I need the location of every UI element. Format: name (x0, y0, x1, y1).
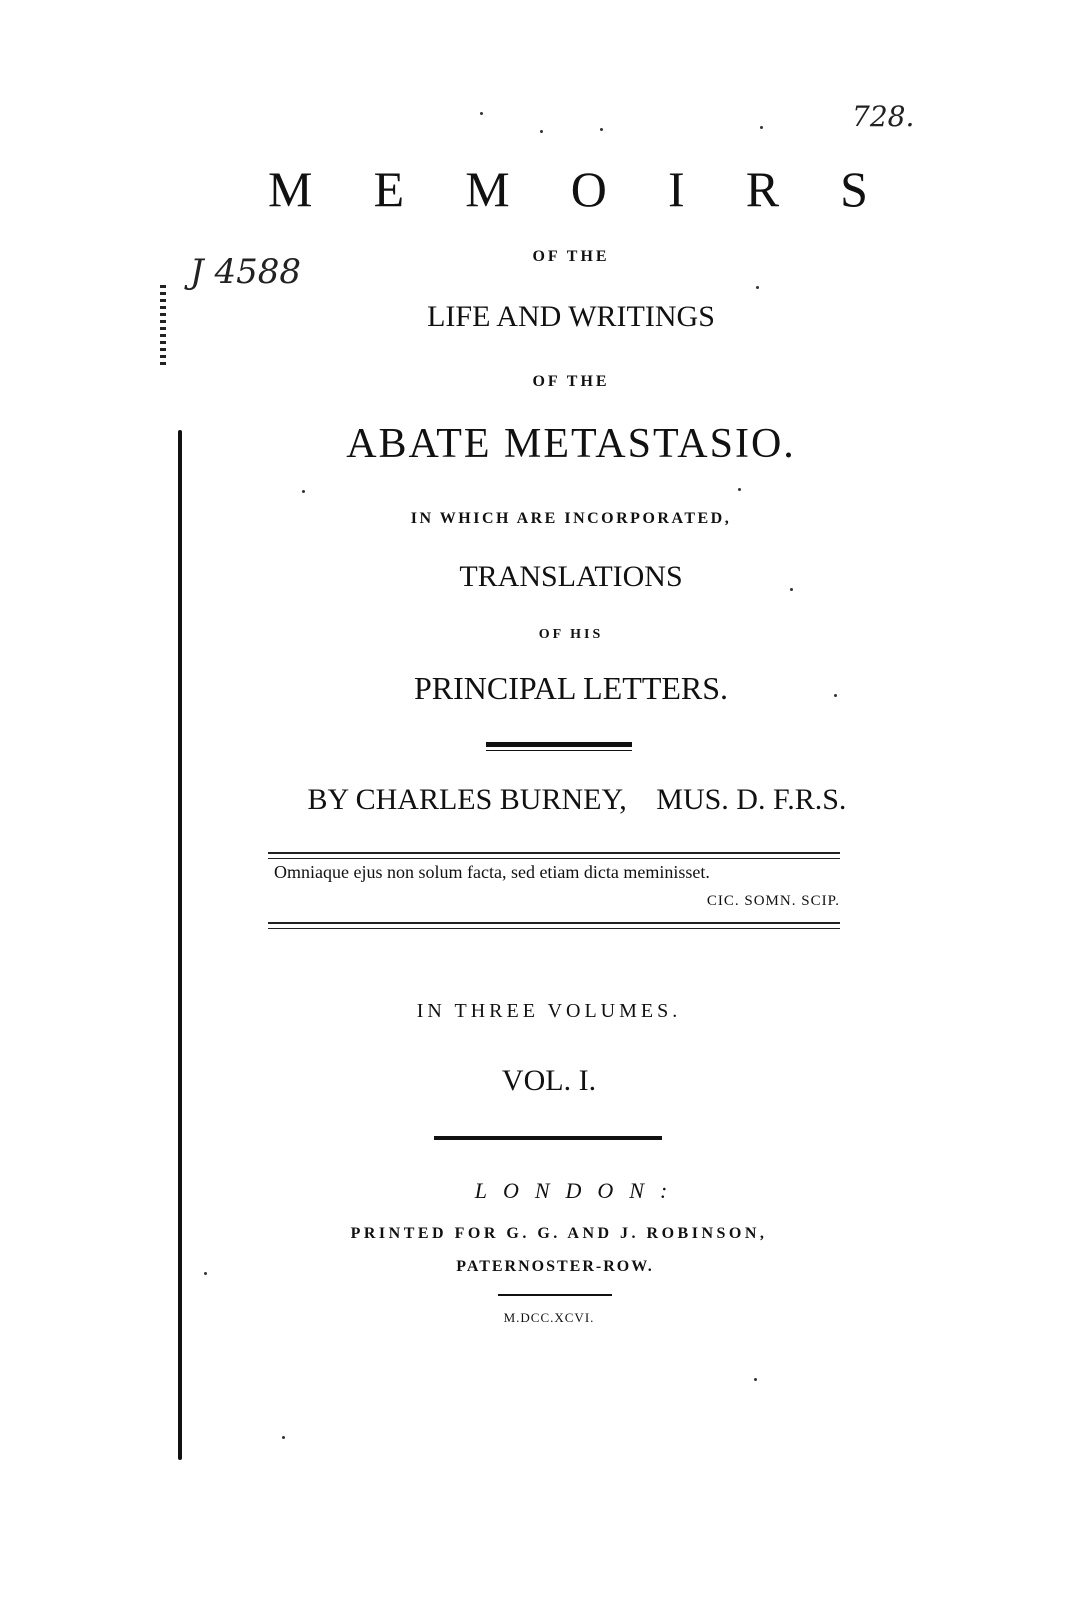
handwritten-number: 728. (852, 100, 915, 133)
divider-rule-1 (486, 742, 632, 747)
scan-speck (204, 1272, 207, 1275)
memoirs-letter: S (840, 161, 868, 217)
subject-name: ABATE METASTASIO. (346, 421, 796, 467)
life-and-writings: LIFE AND WRITINGS (427, 300, 715, 333)
imprint-city: LONDON: (474, 1178, 684, 1203)
translations-line: TRANSLATIONS (459, 560, 683, 593)
imprint-date: M.DCC.XCVI. (503, 1310, 595, 1325)
scan-speck (540, 130, 543, 133)
title-memoirs (268, 160, 868, 218)
scan-speck (302, 490, 305, 493)
handwritten-shelfmark: J 4588 (190, 252, 301, 292)
volume-number: VOL. I. (501, 1064, 597, 1097)
incorporated-line: IN WHICH ARE INCORPORATED, (410, 510, 732, 527)
memoirs-letter: E (373, 161, 405, 217)
epigraph-rule-bottom (268, 922, 840, 929)
volume-count: IN THREE VOLUMES. (416, 1000, 682, 1022)
scan-speck (754, 1378, 757, 1381)
principal-letters: PRINCIPAL LETTERS. (413, 670, 729, 706)
author-name: BY CHARLES BURNEY, (307, 783, 627, 816)
scan-speck (480, 112, 483, 115)
author-degrees: MUS. D. F.R.S. (656, 783, 847, 816)
imprint-address: PATERNOSTER-ROW. (456, 1258, 654, 1275)
scan-speck (790, 588, 793, 591)
divider-rule-1b (486, 750, 632, 751)
memoirs-letter: I (667, 161, 685, 217)
of-the-line-1: OF THE (532, 248, 610, 265)
of-the-line-2: OF THE (532, 373, 610, 390)
scan-speck (834, 694, 837, 697)
epigraph-rule-top (268, 852, 840, 859)
memoirs-letter: O (570, 161, 607, 217)
divider-rule-3 (498, 1294, 612, 1296)
scan-speck (760, 126, 763, 129)
imprint-printer: PRINTED FOR G. G. AND J. ROBINSON, (350, 1225, 768, 1242)
of-his-line: OF HIS (538, 627, 604, 642)
scan-speck (282, 1436, 285, 1439)
scan-speck (756, 286, 759, 289)
memoirs-letter: R (745, 161, 780, 217)
divider-rule-2 (434, 1136, 662, 1140)
scan-speck (600, 128, 603, 131)
scan-speck (738, 488, 741, 491)
author-line (38, 783, 1078, 817)
memoirs-letter: M (465, 161, 510, 217)
memoirs-letter: M (268, 161, 313, 217)
epigraph-text: Omniaque ejus non solum facta, sed etiam dicta meminisset. (274, 862, 710, 882)
epigraph-source: CIC. SOMN. SCIP. (706, 893, 840, 909)
